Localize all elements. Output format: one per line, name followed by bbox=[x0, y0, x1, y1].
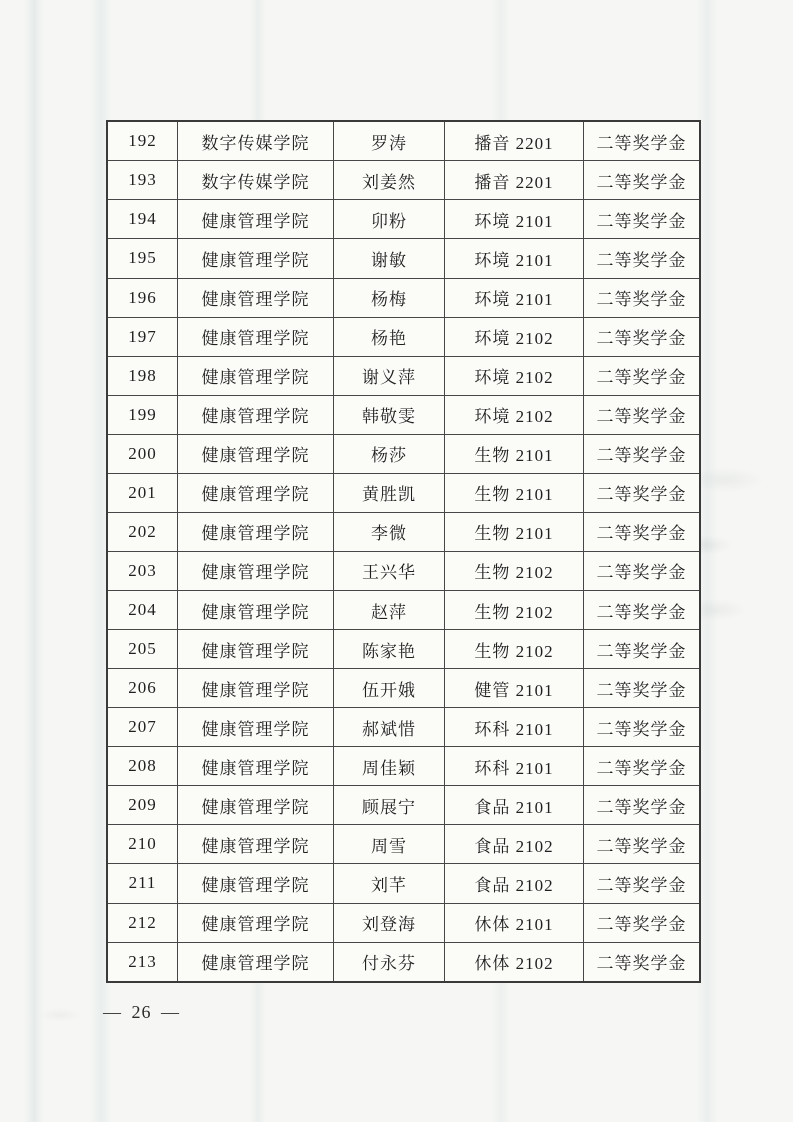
cell-row-number: 212 bbox=[107, 903, 178, 942]
cell-class-name: 生物 2102 bbox=[445, 551, 584, 590]
scholarship-table bbox=[106, 120, 701, 983]
cell-row-number: 209 bbox=[107, 786, 178, 825]
cell-college-name: 健康管理学院 bbox=[178, 395, 334, 434]
cell-college-name: 健康管理学院 bbox=[178, 708, 334, 747]
cell-class-name: 生物 2101 bbox=[445, 434, 584, 473]
cell-row-number: 210 bbox=[107, 825, 178, 864]
cell-student-name: 刘芊 bbox=[334, 864, 445, 903]
cell-award-level: 二等奖学金 bbox=[584, 121, 701, 161]
cell-row-number: 213 bbox=[107, 942, 178, 982]
table-row bbox=[107, 864, 700, 903]
cell-college-name: 健康管理学院 bbox=[178, 473, 334, 512]
cell-class-name: 生物 2102 bbox=[445, 630, 584, 669]
cell-row-number: 192 bbox=[107, 121, 178, 161]
cell-class-name: 食品 2101 bbox=[445, 786, 584, 825]
table-row bbox=[107, 512, 700, 551]
cell-college-name: 健康管理学院 bbox=[178, 903, 334, 942]
cell-award-level: 二等奖学金 bbox=[584, 317, 701, 356]
cell-student-name: 谢敏 bbox=[334, 239, 445, 278]
cell-row-number: 201 bbox=[107, 473, 178, 512]
table-row bbox=[107, 473, 700, 512]
table-row bbox=[107, 669, 700, 708]
cell-award-level: 二等奖学金 bbox=[584, 942, 701, 982]
cell-student-name: 杨艳 bbox=[334, 317, 445, 356]
table-row bbox=[107, 708, 700, 747]
cell-class-name: 环境 2102 bbox=[445, 356, 584, 395]
cell-award-level: 二等奖学金 bbox=[584, 239, 701, 278]
cell-student-name: 周雪 bbox=[334, 825, 445, 864]
table-row bbox=[107, 551, 700, 590]
cell-college-name: 健康管理学院 bbox=[178, 591, 334, 630]
cell-college-name: 健康管理学院 bbox=[178, 747, 334, 786]
cell-class-name: 环境 2102 bbox=[445, 317, 584, 356]
table-row bbox=[107, 786, 700, 825]
cell-class-name: 环境 2101 bbox=[445, 239, 584, 278]
cell-class-name: 环境 2102 bbox=[445, 395, 584, 434]
cell-college-name: 健康管理学院 bbox=[178, 278, 334, 317]
table-row bbox=[107, 161, 700, 200]
cell-award-level: 二等奖学金 bbox=[584, 747, 701, 786]
cell-row-number: 200 bbox=[107, 434, 178, 473]
cell-college-name: 健康管理学院 bbox=[178, 356, 334, 395]
cell-award-level: 二等奖学金 bbox=[584, 630, 701, 669]
table-row bbox=[107, 630, 700, 669]
cell-class-name: 健管 2101 bbox=[445, 669, 584, 708]
table-row bbox=[107, 278, 700, 317]
cell-student-name: 周佳颖 bbox=[334, 747, 445, 786]
table-row bbox=[107, 200, 700, 239]
cell-award-level: 二等奖学金 bbox=[584, 551, 701, 590]
cell-college-name: 健康管理学院 bbox=[178, 630, 334, 669]
cell-student-name: 付永芬 bbox=[334, 942, 445, 982]
cell-student-name: 赵萍 bbox=[334, 591, 445, 630]
table-row bbox=[107, 903, 700, 942]
cell-college-name: 健康管理学院 bbox=[178, 825, 334, 864]
cell-student-name: 杨莎 bbox=[334, 434, 445, 473]
cell-row-number: 196 bbox=[107, 278, 178, 317]
cell-class-name: 环科 2101 bbox=[445, 747, 584, 786]
cell-award-level: 二等奖学金 bbox=[584, 669, 701, 708]
table-row bbox=[107, 825, 700, 864]
cell-row-number: 193 bbox=[107, 161, 178, 200]
table-row bbox=[107, 356, 700, 395]
cell-student-name: 刘姜然 bbox=[334, 161, 445, 200]
cell-college-name: 健康管理学院 bbox=[178, 669, 334, 708]
cell-college-name: 健康管理学院 bbox=[178, 864, 334, 903]
cell-college-name: 数字传媒学院 bbox=[178, 121, 334, 161]
cell-student-name: 杨梅 bbox=[334, 278, 445, 317]
cell-row-number: 194 bbox=[107, 200, 178, 239]
cell-student-name: 谢义萍 bbox=[334, 356, 445, 395]
page-number: — 26 — bbox=[103, 1002, 180, 1022]
cell-award-level: 二等奖学金 bbox=[584, 395, 701, 434]
cell-college-name: 健康管理学院 bbox=[178, 942, 334, 982]
cell-award-level: 二等奖学金 bbox=[584, 356, 701, 395]
cell-college-name: 健康管理学院 bbox=[178, 434, 334, 473]
cell-class-name: 休体 2101 bbox=[445, 903, 584, 942]
table-row bbox=[107, 121, 700, 161]
cell-student-name: 卯粉 bbox=[334, 200, 445, 239]
cell-class-name: 播音 2201 bbox=[445, 121, 584, 161]
cell-class-name: 食品 2102 bbox=[445, 864, 584, 903]
cell-award-level: 二等奖学金 bbox=[584, 903, 701, 942]
cell-college-name: 健康管理学院 bbox=[178, 786, 334, 825]
table-row bbox=[107, 317, 700, 356]
cell-row-number: 204 bbox=[107, 591, 178, 630]
cell-class-name: 食品 2102 bbox=[445, 825, 584, 864]
cell-college-name: 健康管理学院 bbox=[178, 512, 334, 551]
table-row bbox=[107, 747, 700, 786]
cell-award-level: 二等奖学金 bbox=[584, 278, 701, 317]
cell-student-name: 顾展宁 bbox=[334, 786, 445, 825]
cell-class-name: 环科 2101 bbox=[445, 708, 584, 747]
cell-row-number: 211 bbox=[107, 864, 178, 903]
cell-award-level: 二等奖学金 bbox=[584, 786, 701, 825]
table-row bbox=[107, 591, 700, 630]
cell-class-name: 生物 2101 bbox=[445, 473, 584, 512]
cell-student-name: 罗涛 bbox=[334, 121, 445, 161]
cell-class-name: 生物 2102 bbox=[445, 591, 584, 630]
cell-class-name: 环境 2101 bbox=[445, 200, 584, 239]
cell-student-name: 韩敬雯 bbox=[334, 395, 445, 434]
cell-row-number: 197 bbox=[107, 317, 178, 356]
cell-row-number: 199 bbox=[107, 395, 178, 434]
cell-award-level: 二等奖学金 bbox=[584, 864, 701, 903]
cell-college-name: 健康管理学院 bbox=[178, 239, 334, 278]
cell-class-name: 生物 2101 bbox=[445, 512, 584, 551]
cell-student-name: 王兴华 bbox=[334, 551, 445, 590]
table-row bbox=[107, 239, 700, 278]
cell-award-level: 二等奖学金 bbox=[584, 161, 701, 200]
cell-student-name: 伍开娥 bbox=[334, 669, 445, 708]
cell-award-level: 二等奖学金 bbox=[584, 591, 701, 630]
cell-student-name: 刘登海 bbox=[334, 903, 445, 942]
cell-student-name: 李微 bbox=[334, 512, 445, 551]
cell-award-level: 二等奖学金 bbox=[584, 512, 701, 551]
cell-class-name: 播音 2201 bbox=[445, 161, 584, 200]
cell-row-number: 198 bbox=[107, 356, 178, 395]
cell-college-name: 健康管理学院 bbox=[178, 317, 334, 356]
cell-row-number: 203 bbox=[107, 551, 178, 590]
cell-award-level: 二等奖学金 bbox=[584, 200, 701, 239]
cell-class-name: 休体 2102 bbox=[445, 942, 584, 982]
cell-award-level: 二等奖学金 bbox=[584, 473, 701, 512]
scholarship-table-body bbox=[107, 121, 700, 982]
cell-row-number: 205 bbox=[107, 630, 178, 669]
table-row bbox=[107, 434, 700, 473]
cell-row-number: 206 bbox=[107, 669, 178, 708]
cell-student-name: 黄胜凯 bbox=[334, 473, 445, 512]
table-row bbox=[107, 395, 700, 434]
table-row bbox=[107, 942, 700, 982]
cell-award-level: 二等奖学金 bbox=[584, 434, 701, 473]
cell-student-name: 陈家艳 bbox=[334, 630, 445, 669]
cell-class-name: 环境 2101 bbox=[445, 278, 584, 317]
cell-college-name: 健康管理学院 bbox=[178, 551, 334, 590]
cell-row-number: 202 bbox=[107, 512, 178, 551]
cell-college-name: 健康管理学院 bbox=[178, 200, 334, 239]
cell-row-number: 207 bbox=[107, 708, 178, 747]
cell-college-name: 数字传媒学院 bbox=[178, 161, 334, 200]
cell-student-name: 郝斌惜 bbox=[334, 708, 445, 747]
cell-row-number: 208 bbox=[107, 747, 178, 786]
cell-award-level: 二等奖学金 bbox=[584, 825, 701, 864]
cell-row-number: 195 bbox=[107, 239, 178, 278]
cell-award-level: 二等奖学金 bbox=[584, 708, 701, 747]
